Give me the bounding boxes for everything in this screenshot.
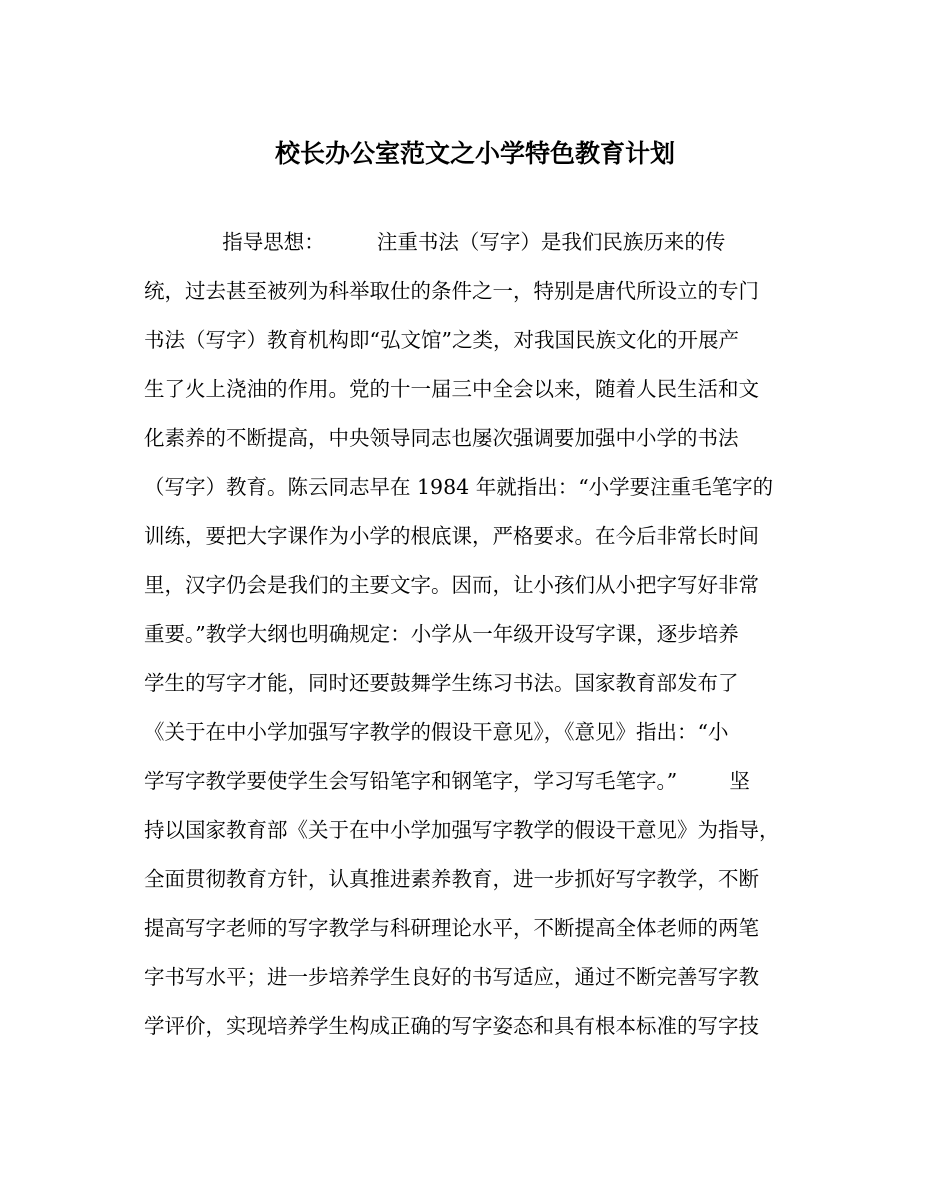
body-line: 书法（写字）教育机构即“弘文馆”之类，对我国民族文化的开展产 <box>144 328 739 352</box>
body-line: 化素养的不断提高，中央领导同志也屡次强调要加强中小学的书法 <box>144 426 739 450</box>
body-line: 提高写字老师的写字教学与科研理论水平，不断提高全体老师的两笔 <box>144 916 759 940</box>
body-line: 学评价，实现培养学生构成正确的写字姿态和具有根本标准的写字技 <box>144 1014 759 1038</box>
document-body <box>144 218 824 1051</box>
body-line: 字书写水平；进一步培养学生良好的书写适应，通过不断完善写字教 <box>144 965 759 989</box>
body-line: 学写字教学要使学生会写铅笔字和钢笔字，学习写毛笔字。” 坚 <box>144 769 750 793</box>
body-line: 学生的写字才能，同时还要鼓舞学生练习书法。国家教育部发布了 <box>144 671 739 695</box>
body-line: 统，过去甚至被列为科举取仕的条件之一，特别是唐代所设立的专门 <box>144 279 759 303</box>
body-line: 重要。”教学大纲也明确规定：小学从一年级开设写字课，逐步培养 <box>144 622 739 646</box>
body-line: （写字）教育。陈云同志早在 1984 年就指出：“小学要注重毛笔字的 <box>144 475 774 499</box>
body-line: 持以国家教育部《关于在中小学加强写字教学的假设干意见》为指导， <box>144 818 780 842</box>
body-line: 训练，要把大字课作为小学的根底课，严格要求。在今后非常长时间 <box>144 524 759 548</box>
body-line: 里，汉字仍会是我们的主要文字。因而，让小孩们从小把字写好非常 <box>144 573 759 597</box>
body-line: 全面贯彻教育方针，认真推进素养教育，进一步抓好写字教学，不断 <box>144 867 759 891</box>
body-line: 《关于在中小学加强写字教学的假设干意见》，《意见》指出：“小 <box>144 720 729 744</box>
body-line: 指导思想： 注重书法（写字）是我们民族历来的传 <box>144 230 726 254</box>
document-title: 校长办公室范文之小学特色教育计划 <box>274 139 675 168</box>
body-line: 生了火上浇油的作用。党的十一届三中全会以来，随着人民生活和文 <box>144 377 759 401</box>
